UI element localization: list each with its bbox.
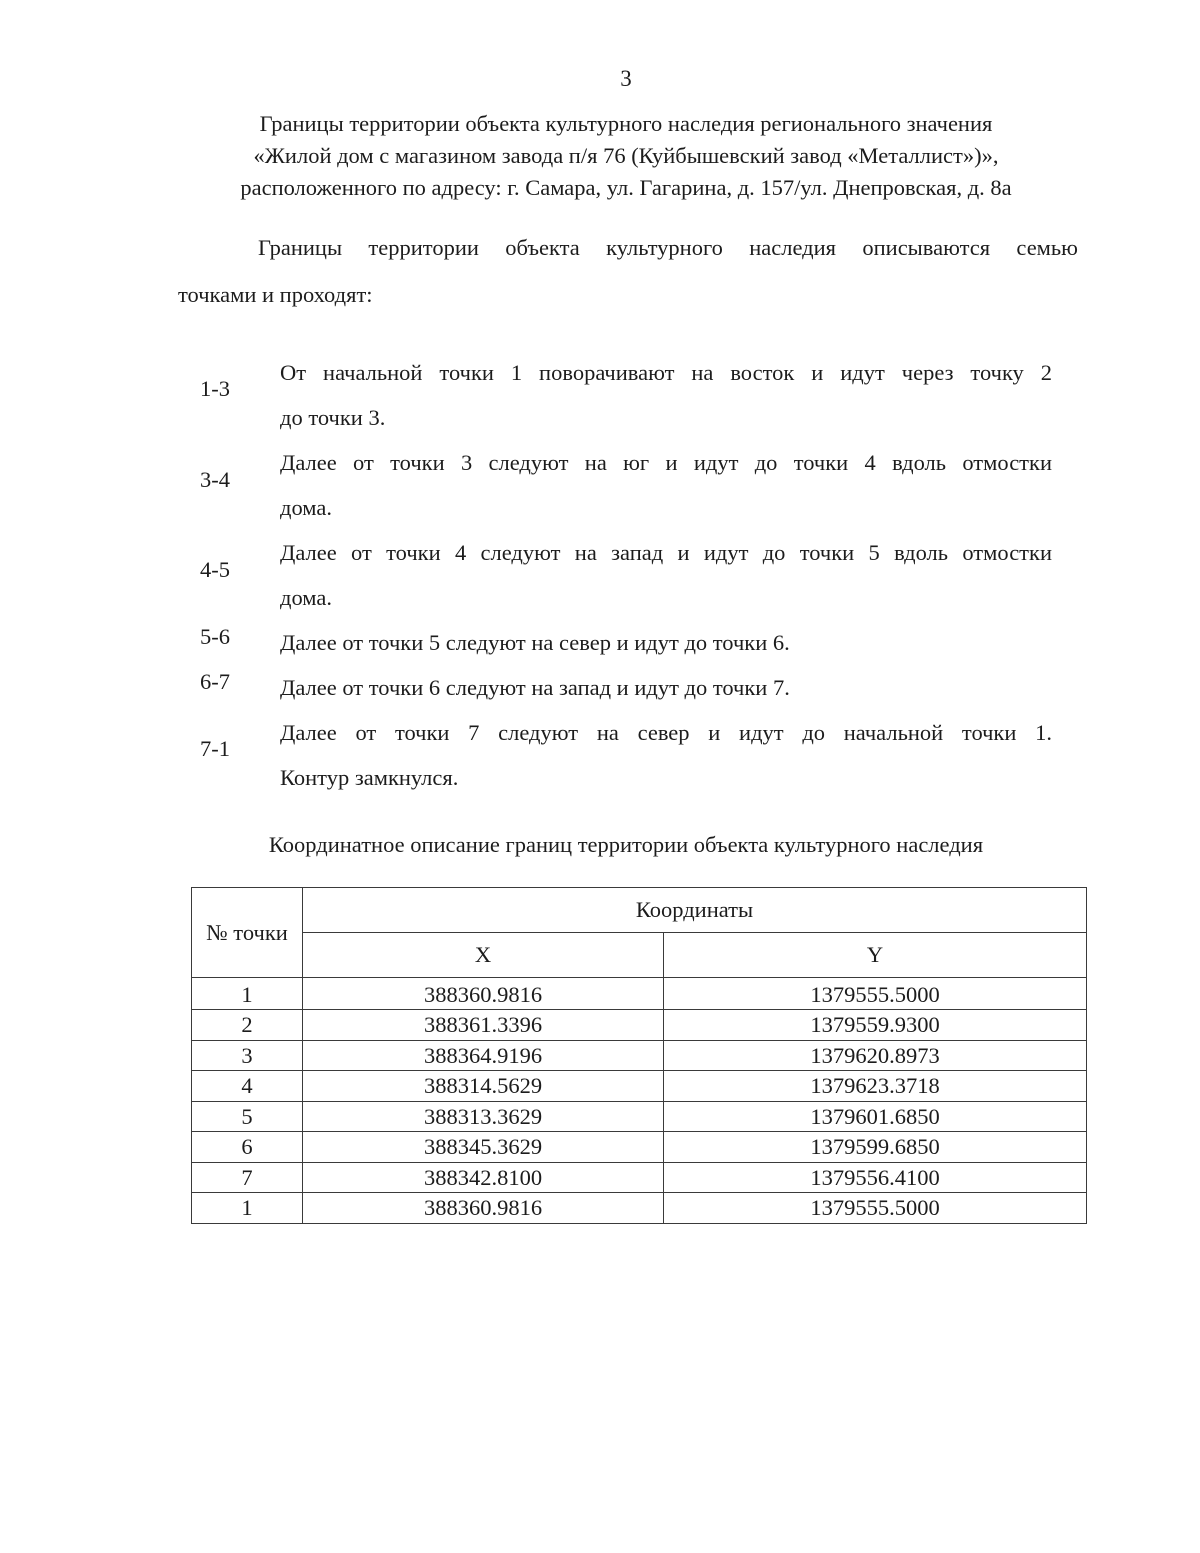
- cell-point: 2: [192, 1010, 303, 1041]
- cell-x: 388360.9816: [303, 1193, 664, 1224]
- segment-line: Далее от точки 6 следуют на запад и идут до точки 7.: [280, 675, 790, 700]
- header-point-number: № точки: [192, 888, 303, 978]
- table-row: [192, 978, 1087, 1010]
- cell-point: 1: [192, 978, 303, 1010]
- cell-x: 388364.9196: [303, 1040, 664, 1071]
- header-x: X: [303, 933, 664, 978]
- segment-description: [280, 350, 1052, 440]
- table-row: [192, 1193, 1087, 1224]
- segment-line: Контур замкнулся.: [280, 765, 459, 790]
- segment-description: [280, 530, 1052, 620]
- table-row: [192, 1071, 1087, 1102]
- table-row: [192, 1162, 1087, 1193]
- cell-y: 1379559.9300: [664, 1010, 1087, 1041]
- title-line: расположенного по адресу: г. Самара, ул. Гагарина, д. 157/ул. Днепровская, д. 8а: [240, 175, 1012, 200]
- segment-line: Далее от точки 4 следуют на запад и идут до точки 5 вдоль отмостки: [280, 540, 1052, 565]
- cell-y: 1379599.6850: [664, 1132, 1087, 1163]
- segment-line: Далее от точки 7 следуют на север и идут до начальной точки 1.: [280, 720, 1052, 745]
- cell-x: 388361.3396: [303, 1010, 664, 1041]
- intro-line-2: точками и проходят:: [178, 282, 373, 307]
- segment-line: до точки 3.: [280, 405, 386, 430]
- document-title: [150, 108, 1102, 204]
- cell-point: 5: [192, 1101, 303, 1132]
- header-coordinates: Координаты: [303, 888, 1087, 933]
- cell-y: 1379555.5000: [664, 978, 1087, 1010]
- cell-y: 1379620.8973: [664, 1040, 1087, 1071]
- page-number: 3: [620, 66, 632, 91]
- title-line: «Жилой дом с магазином завода п/я 76 (Куйбышевский завод «Металлист»)»,: [253, 143, 999, 168]
- segment-code: 7-1: [200, 736, 230, 761]
- cell-x: 388345.3629: [303, 1132, 664, 1163]
- cell-x: 388360.9816: [303, 978, 664, 1010]
- table-title: Координатное описание границ территории объекта культурного наследия: [268, 832, 984, 857]
- cell-point: 4: [192, 1071, 303, 1102]
- cell-y: 1379555.5000: [664, 1193, 1087, 1224]
- coordinates-table: [191, 887, 1087, 1224]
- cell-x: 388313.3629: [303, 1101, 664, 1132]
- segment-line: От начальной точки 1 поворачивают на восток и идут через точку 2: [280, 360, 1052, 385]
- segment-code: 4-5: [200, 557, 230, 582]
- cell-y: 1379623.3718: [664, 1071, 1087, 1102]
- segment-line: Далее от точки 3 следуют на юг и идут до точки 4 вдоль отмостки: [280, 450, 1052, 475]
- segment-description: [280, 710, 1052, 800]
- cell-point: 7: [192, 1162, 303, 1193]
- segment-code: 3-4: [200, 467, 230, 492]
- table-row: [192, 1132, 1087, 1163]
- cell-point: 1: [192, 1193, 303, 1224]
- cell-x: 388314.5629: [303, 1071, 664, 1102]
- segment-code: 5-6: [200, 624, 230, 649]
- cell-point: 6: [192, 1132, 303, 1163]
- cell-y: 1379601.6850: [664, 1101, 1087, 1132]
- header-y: Y: [664, 933, 1087, 978]
- cell-y: 1379556.4100: [664, 1162, 1087, 1193]
- cell-point: 3: [192, 1040, 303, 1071]
- segment-line: Далее от точки 5 следуют на север и идут до точки 6.: [280, 630, 790, 655]
- title-line: Границы территории объекта культурного наследия регионального значения: [259, 111, 993, 136]
- intro-line-1: Границы территории объекта культурного наследия описываются семью: [258, 235, 1078, 260]
- segment-line: дома.: [280, 495, 332, 520]
- segment-code: 6-7: [200, 669, 230, 694]
- segment-line: дома.: [280, 585, 332, 610]
- segment-code: 1-3: [200, 376, 230, 401]
- segment-description: [280, 665, 1052, 710]
- table-row: [192, 1040, 1087, 1071]
- table-row: [192, 1010, 1087, 1041]
- table-row: [192, 1101, 1087, 1132]
- segment-description: [280, 620, 1052, 665]
- segment-description: [280, 440, 1052, 530]
- cell-x: 388342.8100: [303, 1162, 664, 1193]
